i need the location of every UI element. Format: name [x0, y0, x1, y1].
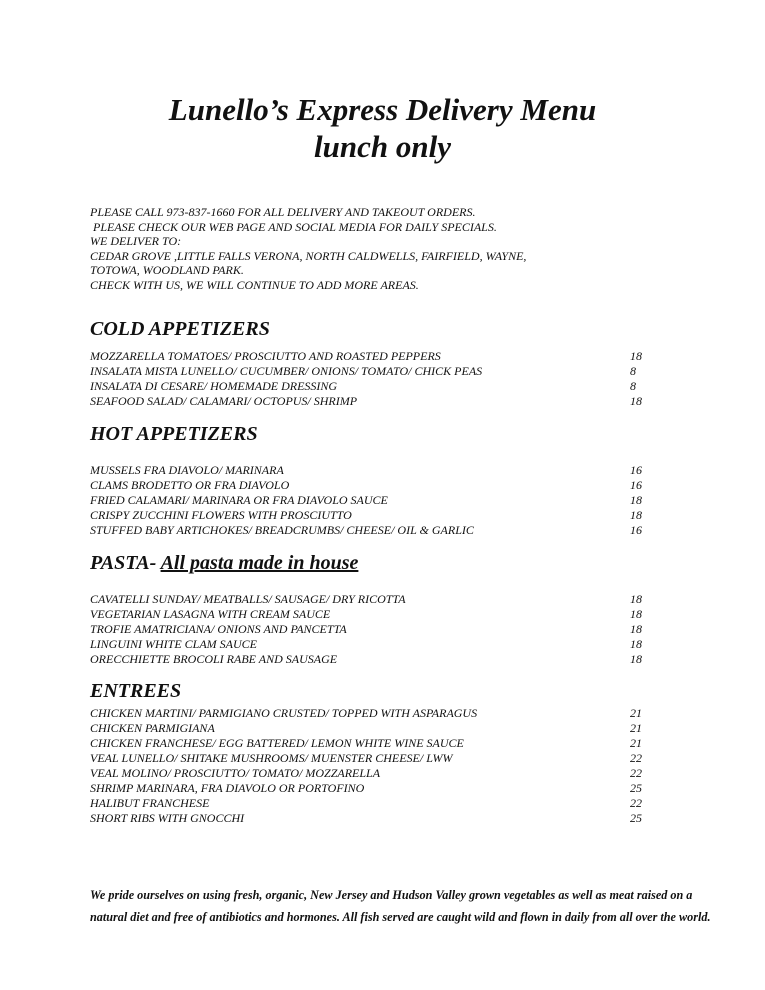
intro-text	[90, 205, 526, 293]
intro-line: TOTOWA, WOODLAND PARK.	[90, 263, 244, 278]
menu-item-name: SHORT RIBS WITH GNOCCHI	[90, 811, 245, 825]
menu-item-name: CRISPY ZUCCHINI FLOWERS WITH PROSCIUTTO	[90, 508, 352, 522]
menu-item	[90, 637, 650, 652]
menu-item-name: MUSSELS FRA DIAVOLO/ MARINARA	[90, 463, 284, 477]
section-title: HOT APPETIZERS	[90, 423, 258, 445]
menu-item-price: 25	[630, 811, 642, 825]
menu-item-price: 22	[630, 796, 642, 810]
menu-item	[90, 364, 650, 379]
menu-item-name: CAVATELLI SUNDAY/ MEATBALLS/ SAUSAGE/ DRY RICOTTA	[90, 592, 406, 606]
menu-item-name: SEAFOOD SALAD/ CALAMARI/ OCTOPUS/ SHRIMP	[90, 394, 358, 408]
menu-item-list	[90, 706, 650, 826]
menu-item-price: 21	[630, 706, 642, 720]
menu-item	[90, 508, 650, 523]
menu-item	[90, 493, 650, 508]
menu-item-price: 18	[630, 622, 642, 636]
menu-item	[90, 736, 650, 751]
intro-line: PLEASE CALL 973-837-1660 FOR ALL DELIVERY AND TAKEOUT ORDERS.	[90, 205, 476, 219]
menu-item-price: 18	[630, 508, 642, 522]
section-heading	[90, 318, 270, 341]
section-heading	[90, 552, 358, 575]
menu-item-list	[90, 349, 650, 409]
menu-item-name: CHICKEN PARMIGIANA	[90, 721, 215, 735]
menu-item-list	[90, 463, 650, 538]
menu-item	[90, 622, 650, 637]
menu-item	[90, 478, 650, 493]
section-heading	[90, 680, 181, 703]
menu-item	[90, 766, 650, 781]
menu-item-price: 21	[630, 736, 642, 750]
footer-line: natural diet and free of antibiotics and hormones. All fish served are caught wild and flown in daily from all over the world.	[90, 910, 711, 924]
menu-item-name: MOZZARELLA TOMATOES/ PROSCIUTTO AND ROASTED PEPPERS	[90, 349, 441, 363]
menu-item-name: STUFFED BABY ARTICHOKES/ BREADCRUMBS/ CHEESE/ OIL & GARLIC	[90, 523, 474, 537]
menu-item-price: 18	[630, 607, 642, 621]
intro-line: WE DELIVER TO:	[90, 234, 182, 249]
section-title: ENTREES	[90, 680, 182, 702]
menu-item-name: VEAL LUNELLO/ SHITAKE MUSHROOMS/ MUENSTER CHEESE/ LWW	[90, 751, 453, 765]
menu-item-price: 16	[630, 463, 642, 477]
menu-item-price: 18	[630, 592, 642, 606]
menu-item	[90, 349, 650, 364]
menu-item-price: 18	[630, 493, 642, 507]
section-title: PASTA-	[90, 552, 161, 574]
menu-item	[90, 652, 650, 667]
menu-item-name: CHICKEN MARTINI/ PARMIGIANO CRUSTED/ TOPPED WITH ASPARAGUS	[90, 706, 478, 720]
menu-item-name: CHICKEN FRANCHESE/ EGG BATTERED/ LEMON WHITE WINE SAUCE	[90, 736, 464, 750]
menu-item-name: LINGUINI WHITE CLAM SAUCE	[90, 637, 257, 651]
menu-item	[90, 523, 650, 538]
menu-item-name: SHRIMP MARINARA, FRA DIAVOLO OR PORTOFINO	[90, 781, 365, 795]
menu-item	[90, 781, 650, 796]
menu-item-price: 25	[630, 781, 642, 795]
menu-item-price: 18	[630, 394, 642, 408]
menu-item	[90, 607, 650, 622]
menu-item-name: INSALATA MISTA LUNELLO/ CUCUMBER/ ONIONS/ TOMATO/ CHICK PEAS	[90, 364, 483, 378]
menu-item-price: 8	[630, 364, 636, 378]
menu-item-price: 18	[630, 652, 642, 666]
menu-item-list	[90, 592, 650, 667]
menu-item	[90, 811, 650, 826]
menu-item	[90, 379, 650, 394]
menu-item-name: FRIED CALAMARI/ MARINARA OR FRA DIAVOLO SAUCE	[90, 493, 388, 507]
intro-line: CEDAR GROVE ,LITTLE FALLS VERONA, NORTH CALDWELLS, FAIRFIELD, WAYNE,	[90, 248, 527, 263]
menu-item	[90, 721, 650, 736]
menu-title: Lunello’s Express Delivery Menu	[168, 92, 597, 127]
menu-item-price: 22	[630, 766, 642, 780]
intro-line: CHECK WITH US, WE WILL CONTINUE TO ADD MORE AREAS.	[90, 277, 419, 292]
menu-item-price: 16	[630, 523, 642, 537]
menu-item-name: VEGETARIAN LASAGNA WITH CREAM SAUCE	[90, 607, 331, 621]
menu-item-price: 18	[630, 349, 642, 363]
section-title: COLD APPETIZERS	[90, 318, 270, 340]
menu-item	[90, 463, 650, 478]
intro-line: PLEASE CHECK OUR WEB PAGE AND SOCIAL MEDIA FOR DAILY SPECIALS.	[90, 219, 497, 234]
menu-item-price: 16	[630, 478, 642, 492]
menu-item	[90, 706, 650, 721]
menu-subtitle: lunch only	[314, 129, 451, 164]
menu-item-name: TROFIE AMATRICIANA/ ONIONS AND PANCETTA	[90, 622, 347, 636]
footer-note	[90, 884, 711, 928]
menu-item-name: VEAL MOLINO/ PROSCIUTTO/ TOMATO/ MOZZARELLA	[90, 766, 381, 780]
watermark	[525, 893, 531, 917]
menu-item-price: 8	[630, 379, 636, 393]
menu-item-name: ORECCHIETTE BROCOLI RABE AND SAUSAGE	[90, 652, 338, 666]
menu-item-name: CLAMS BRODETTO OR FRA DIAVOLO	[90, 478, 290, 492]
section-heading	[90, 423, 258, 446]
section-subtitle: All pasta made in house	[160, 552, 359, 574]
menu-item	[90, 394, 650, 409]
menu-item-price: 18	[630, 637, 642, 651]
menu-item	[90, 796, 650, 811]
menu-item-name: INSALATA DI CESARE/ HOMEMADE DRESSING	[90, 379, 338, 393]
menu-item	[90, 751, 650, 766]
menu-item-price: 22	[630, 751, 642, 765]
menu-item-name: HALIBUT FRANCHESE	[90, 796, 210, 810]
menu-item	[90, 592, 650, 607]
menu-item-price: 21	[630, 721, 642, 735]
footer-line: We pride ourselves on using fresh, organic, New Jersey and Hudson Valley grown vegetables as well as meat raised on a	[90, 888, 693, 902]
